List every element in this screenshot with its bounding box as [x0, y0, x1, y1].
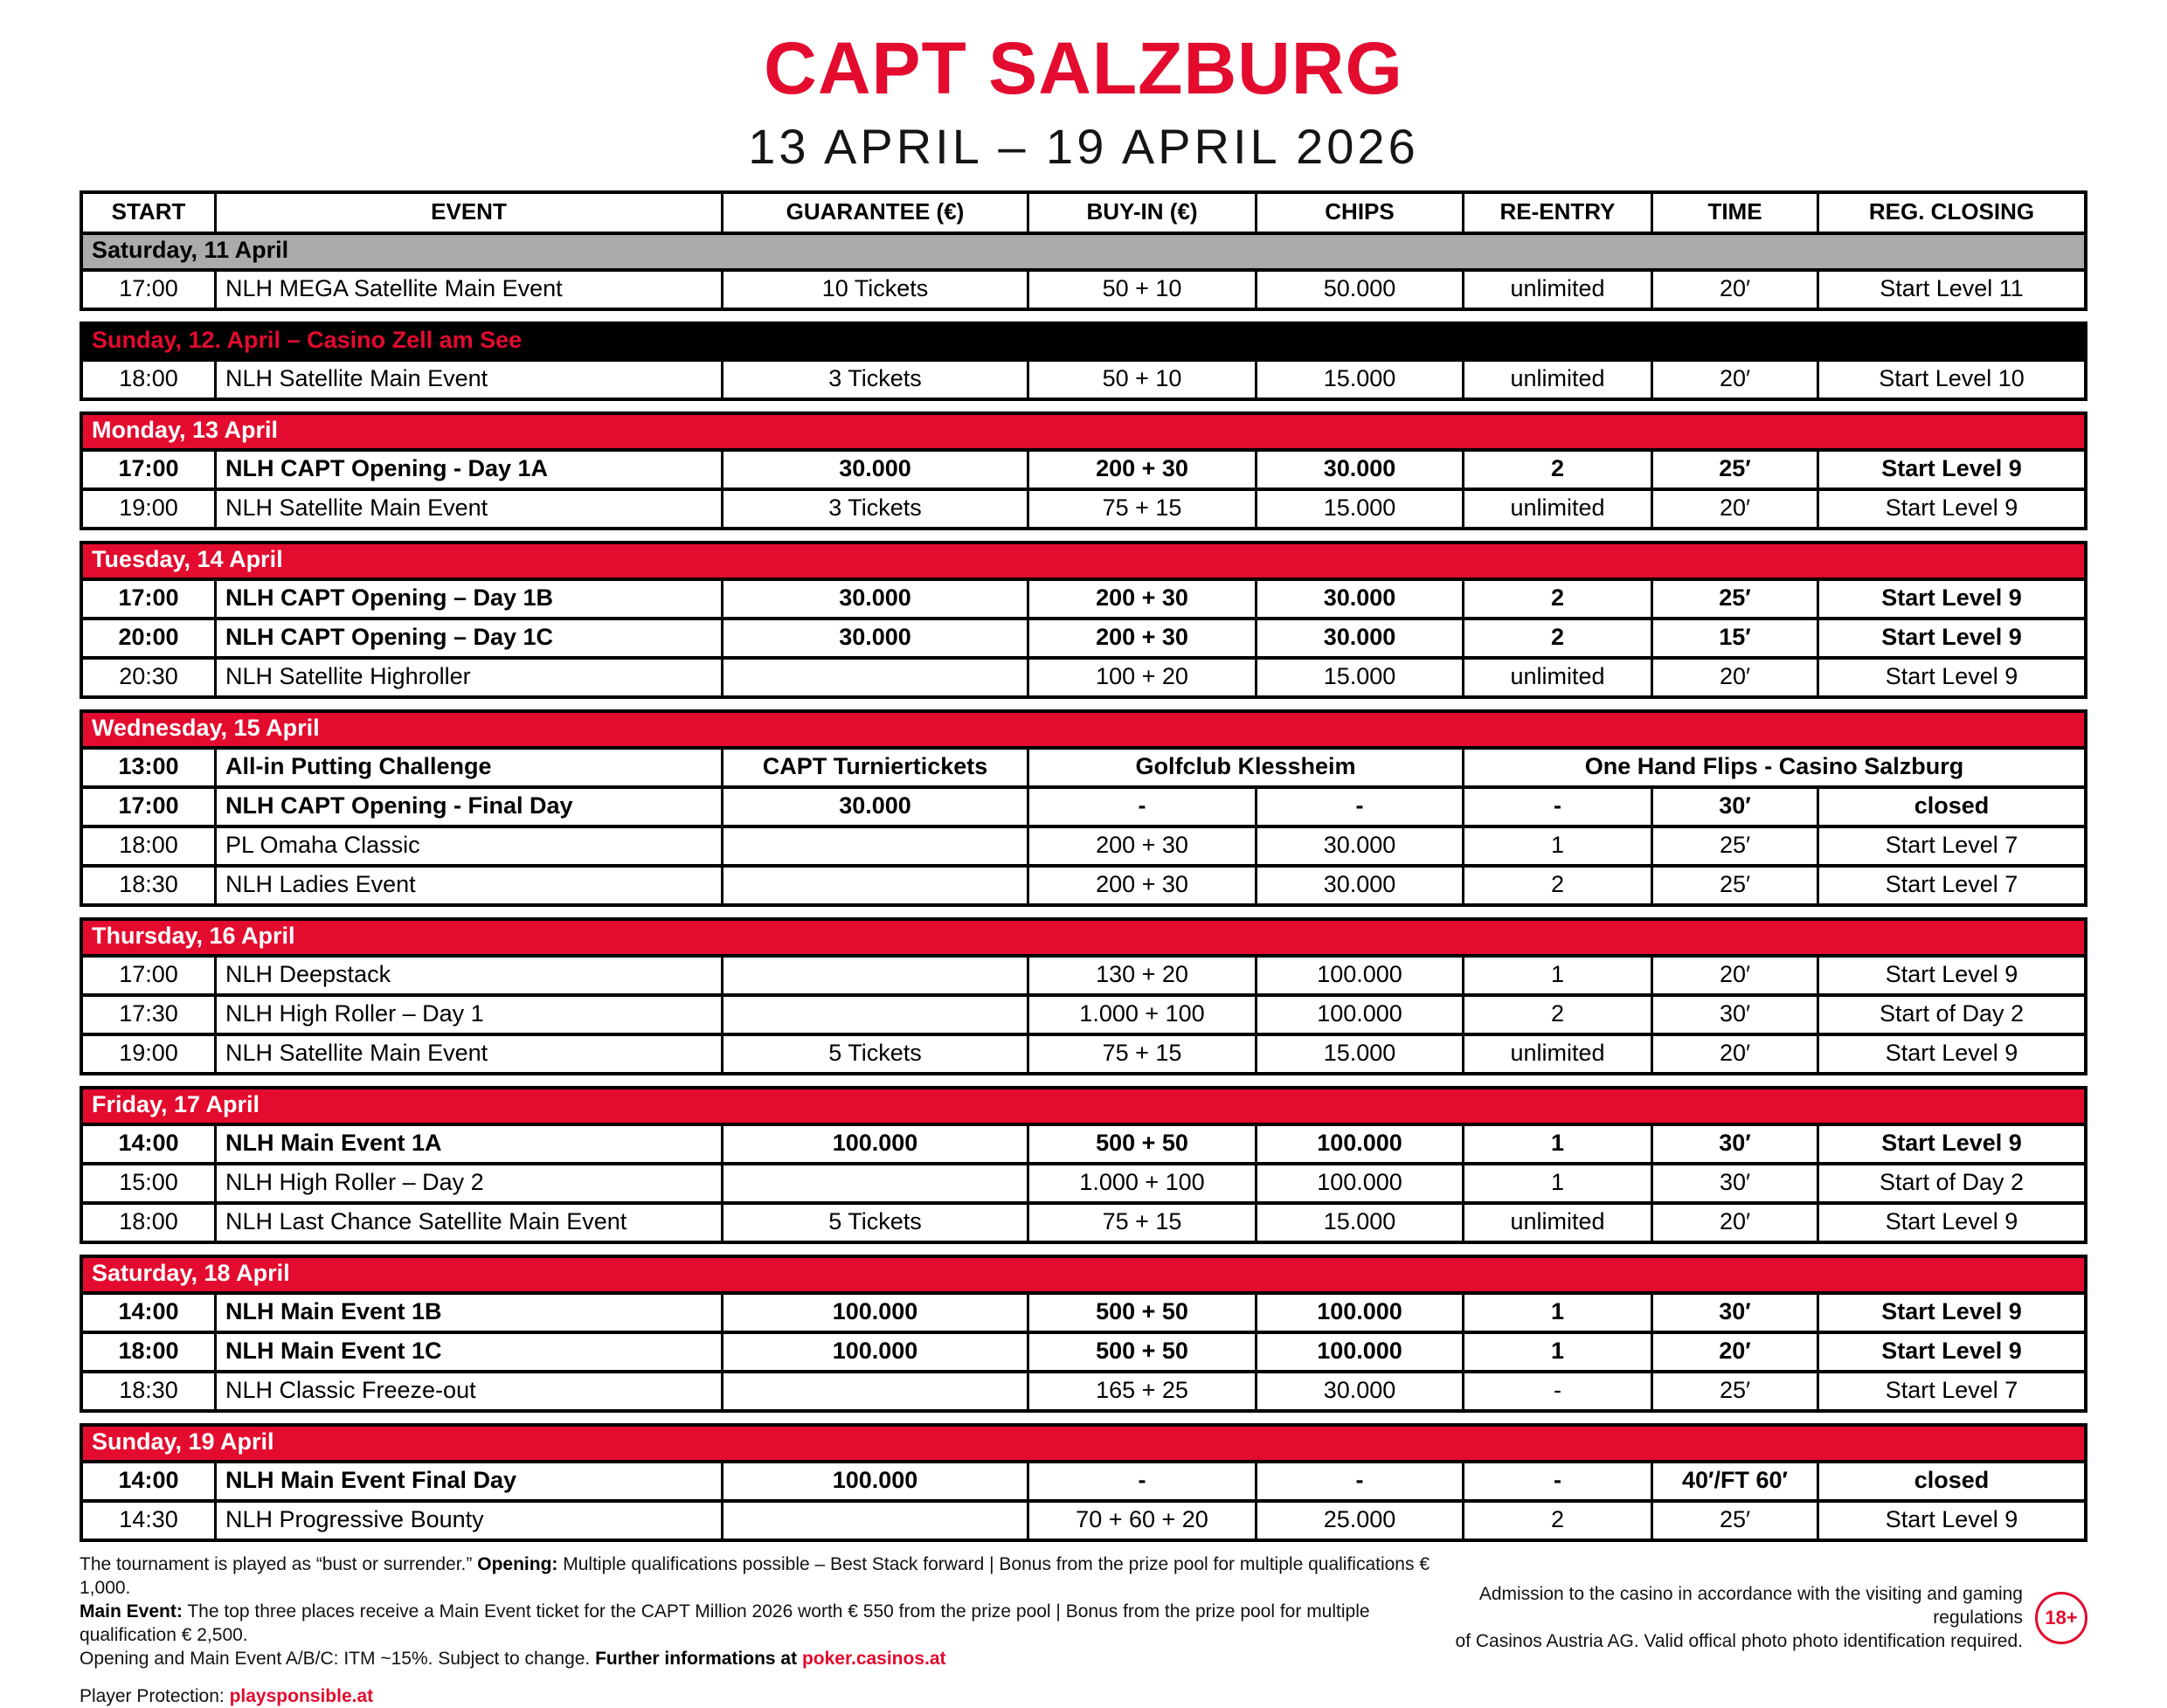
cell-guarantee: [721, 997, 1027, 1033]
cell-reentry: 2: [1462, 620, 1651, 656]
admission-line-2: of Casinos Austria AG. Valid offical photo photo identification required.: [1455, 1631, 2023, 1651]
cell-chips: 100.000: [1255, 1295, 1462, 1331]
schedule-page: [0, 26, 2167, 1706]
cell-time: 30′: [1651, 997, 1817, 1033]
day-section: [80, 709, 2087, 907]
cell-start: 17:00: [119, 961, 178, 987]
cell-time: 25′: [1651, 868, 1817, 903]
cell-reg-closing: closed: [1817, 1463, 2084, 1499]
cell-start: 18:30: [119, 871, 178, 897]
cell-guarantee: 100.000: [721, 1295, 1027, 1331]
cell-time: 30′: [1651, 789, 1817, 825]
cell-event: NLH High Roller – Day 2: [214, 1165, 721, 1201]
event-row: [83, 954, 2084, 993]
cell-start: 17:00: [119, 275, 178, 301]
event-row: [83, 1291, 2084, 1331]
note-1-bold: Opening:: [477, 1554, 558, 1574]
player-protection-line: [80, 1684, 1436, 1708]
cell-time: 20′: [1651, 1036, 1817, 1072]
cell-reg-closing: Start Level 7: [1817, 828, 2084, 864]
cell-buyin: 200 + 30: [1027, 868, 1255, 903]
cell-chips: 30.000: [1255, 452, 1462, 488]
cell-event: NLH Main Event 1C: [214, 1334, 721, 1370]
note-3-text: Opening and Main Event A/B/C: ITM ~15%. Subject to change.: [80, 1649, 596, 1669]
note-line-2: [80, 1600, 1436, 1647]
cell-reg-closing: Start Level 7: [1817, 1373, 2084, 1409]
cell-chips: 30.000: [1255, 828, 1462, 864]
note-1-text: The tournament is played as “bust or surrender.”: [80, 1554, 478, 1574]
cell-chips: 100.000: [1255, 958, 1462, 993]
cell-buyin: 100 + 20: [1027, 660, 1255, 695]
cell-reg-closing: Start Level 9: [1817, 620, 2084, 656]
cell-guarantee: 30.000: [721, 452, 1027, 488]
cell-guarantee: [721, 958, 1027, 993]
cell-buyin: 70 + 60 + 20: [1027, 1503, 1255, 1539]
cell-start: 15:00: [119, 1169, 178, 1195]
cell-time: 30′: [1651, 1165, 1817, 1201]
cell-reentry: -: [1462, 789, 1651, 825]
cell-reentry: 1: [1462, 1126, 1651, 1162]
note-2-bold: Main Event:: [80, 1601, 183, 1622]
age-18plus-badge: [2035, 1592, 2087, 1644]
cell-reg-closing: Start Level 9: [1817, 660, 2084, 695]
cell-chips: 30.000: [1255, 581, 1462, 617]
cell-event: NLH CAPT Opening – Day 1B: [214, 581, 721, 617]
cell-buyin: 500 + 50: [1027, 1126, 1255, 1162]
cell-start: 17:00: [118, 455, 179, 481]
event-row: [83, 1201, 2084, 1241]
event-row: [83, 825, 2084, 864]
day-header: Saturday, 18 April: [83, 1258, 2084, 1291]
cell-event: NLH Satellite Main Event: [214, 362, 721, 398]
cell-chips: 100.000: [1255, 997, 1462, 1033]
cell-event: NLH MEGA Satellite Main Event: [214, 272, 721, 308]
cell-guarantee: 100.000: [721, 1126, 1027, 1162]
cell-time: 25′: [1651, 1373, 1817, 1409]
day-header: Thursday, 16 April: [83, 921, 2084, 954]
cell-event: NLH Satellite Main Event: [214, 491, 721, 527]
page-title: CAPT SALZBURG: [764, 27, 1403, 109]
cell-guarantee: [721, 660, 1027, 695]
column-header-event: EVENT: [214, 194, 721, 232]
day-section: [80, 1423, 2087, 1542]
cell-reg-closing: Start Level 9: [1817, 1295, 2084, 1331]
cell-time: 20′: [1651, 362, 1817, 398]
cell-event: NLH CAPT Opening – Day 1C: [214, 620, 721, 656]
cell-start: 18:30: [119, 1377, 178, 1403]
cell-reentry: 2: [1462, 997, 1651, 1033]
cell-event: NLH Deepstack: [214, 958, 721, 993]
cell-buyin: 165 + 25: [1027, 1373, 1255, 1409]
cell-buyin: -: [1027, 1463, 1255, 1499]
note-line-1: [80, 1552, 1436, 1600]
day-header: Friday, 17 April: [83, 1089, 2084, 1123]
cell-reentry: 2: [1462, 581, 1651, 617]
event-row: [83, 358, 2084, 398]
cell-time: 20′: [1651, 660, 1817, 695]
cell-reg-closing: Start Level 9: [1817, 491, 2084, 527]
cell-start: 18:00: [119, 365, 178, 391]
cell-buyin: 200 + 30: [1027, 452, 1255, 488]
cell-reentry: 2: [1462, 452, 1651, 488]
cell-reentry: 1: [1462, 958, 1651, 993]
cell-buyin: 500 + 50: [1027, 1334, 1255, 1370]
event-row: [83, 268, 2084, 308]
event-row: [83, 577, 2084, 617]
cell-reentry: unlimited: [1462, 272, 1651, 308]
cell-start: 17:00: [118, 792, 179, 819]
cell-chips: 15.000: [1255, 1036, 1462, 1072]
admission-block: [1436, 1582, 2087, 1653]
cell-reentry: -: [1462, 1463, 1651, 1499]
table-sections: [80, 235, 2087, 1542]
age-18plus-label: 18+: [2045, 1606, 2078, 1628]
cell-buyin: 130 + 20: [1027, 958, 1255, 993]
cell-time: 20′: [1651, 491, 1817, 527]
note-line-3: [80, 1647, 1436, 1670]
cell-event: NLH High Roller – Day 1: [214, 997, 721, 1033]
cell-reg-closing: Start Level 7: [1817, 868, 2084, 903]
cell-event: NLH Ladies Event: [214, 868, 721, 903]
cell-reentry: 2: [1462, 1503, 1651, 1539]
cell-start: 19:00: [119, 1040, 178, 1066]
cell-start: 13:00: [118, 753, 179, 779]
cell-guarantee: 10 Tickets: [721, 272, 1027, 308]
player-protection-label: Player Protection:: [80, 1686, 230, 1706]
cell-start: 18:00: [118, 1338, 179, 1364]
event-row: [83, 993, 2084, 1033]
cell-buyin: 200 + 30: [1027, 828, 1255, 864]
event-row: [83, 1033, 2084, 1072]
cell-chips: 100.000: [1255, 1126, 1462, 1162]
cell-time: 25′: [1651, 452, 1817, 488]
cell-time: 30′: [1651, 1126, 1817, 1162]
cell-event: NLH Main Event 1B: [214, 1295, 721, 1331]
day-section: [80, 1086, 2087, 1244]
cell-reentry: 1: [1462, 1165, 1651, 1201]
cell-guarantee: 30.000: [721, 789, 1027, 825]
cell-reentry: 1: [1462, 1295, 1651, 1331]
day-header: Wednesday, 15 April: [83, 713, 2084, 746]
cell-guarantee: [721, 868, 1027, 903]
cell-time: 20′: [1651, 1334, 1817, 1370]
day-header: Saturday, 11 April: [83, 235, 2084, 268]
event-row: [83, 488, 2084, 527]
cell-buyin: 75 + 15: [1027, 1205, 1255, 1241]
cell-event: NLH Satellite Highroller: [214, 660, 721, 695]
cell-start: 14:00: [118, 1130, 179, 1156]
cell-chips: -: [1255, 1463, 1462, 1499]
cell-reg-closing: Start Level 9: [1817, 1205, 2084, 1241]
cell-reentry: unlimited: [1462, 362, 1651, 398]
cell-event: NLH Satellite Main Event: [214, 1036, 721, 1072]
cell-chips: 15.000: [1255, 1205, 1462, 1241]
cell-guarantee: CAPT Turniertickets: [721, 750, 1027, 785]
note-1-rest: Multiple qualifications possible – Best Stack forward | Bonus from the prize pool for multiple qualifications € 1,000.: [80, 1554, 1430, 1598]
day-section: [80, 411, 2087, 530]
day-section: [80, 917, 2087, 1075]
column-header-time: TIME: [1651, 194, 1817, 232]
event-row: [83, 864, 2084, 903]
playsponsible-link[interactable]: playsponsible.at: [229, 1686, 374, 1706]
cell-time: 20′: [1651, 958, 1817, 993]
column-header-re-entry: RE-ENTRY: [1462, 194, 1651, 232]
day-header: Sunday, 12. April – Casino Zell am See: [83, 325, 2084, 358]
event-row: [83, 617, 2084, 656]
table-header-row: [80, 190, 2087, 235]
cell-reg-closing: Start Level 9: [1817, 1334, 2084, 1370]
cell-reg-closing: Start Level 9: [1817, 452, 2084, 488]
cell-chips: 15.000: [1255, 362, 1462, 398]
cell-reg-closing: Start of Day 2: [1817, 997, 2084, 1033]
cell-reg-closing: Start Level 9: [1817, 958, 2084, 993]
day-section: [80, 541, 2087, 699]
column-header-reg-closing: REG. CLOSING: [1817, 194, 2084, 232]
cell-guarantee: [721, 1503, 1027, 1539]
admission-line-1: Admission to the casino in accordance with the visiting and gaming regulations: [1478, 1584, 2023, 1628]
cell-buyin: 200 + 30: [1027, 620, 1255, 656]
cell-reentry: 2: [1462, 868, 1651, 903]
cell-buyin: 50 + 10: [1027, 362, 1255, 398]
cell-chips: -: [1255, 789, 1462, 825]
cell-time: 30′: [1651, 1295, 1817, 1331]
column-header-buy-in: BUY-IN (€): [1027, 194, 1255, 232]
poker-casinos-link[interactable]: poker.casinos.at: [801, 1649, 946, 1669]
event-row: [83, 1162, 2084, 1201]
cell-event: NLH Main Event Final Day: [214, 1463, 721, 1499]
cell-guarantee: 100.000: [721, 1463, 1027, 1499]
day-section: [80, 322, 2087, 401]
event-row: [83, 1460, 2084, 1499]
day-section: [80, 1255, 2087, 1413]
cell-event: NLH Last Chance Satellite Main Event: [214, 1205, 721, 1241]
cell-reentry: -: [1462, 1373, 1651, 1409]
cell-start: 14:00: [118, 1298, 179, 1324]
cell-reentry: unlimited: [1462, 491, 1651, 527]
cell-buyin: 200 + 30: [1027, 581, 1255, 617]
page-subtitle: 13 APRIL – 19 APRIL 2026: [748, 119, 1419, 174]
cell-start: 17:00: [118, 584, 179, 611]
cell-guarantee: 3 Tickets: [721, 362, 1027, 398]
cell-time: 25′: [1651, 1503, 1817, 1539]
event-row: [83, 785, 2084, 825]
cell-event: NLH CAPT Opening - Day 1A: [214, 452, 721, 488]
cell-buyin: 50 + 10: [1027, 272, 1255, 308]
event-row: [83, 656, 2084, 695]
cell-buyin: 1.000 + 100: [1027, 1165, 1255, 1201]
cell-reentry: unlimited: [1462, 1205, 1651, 1241]
day-header: Monday, 13 April: [83, 415, 2084, 448]
cell-chips: 50.000: [1255, 272, 1462, 308]
cell-reentry: unlimited: [1462, 1036, 1651, 1072]
cell-chips: 30.000: [1255, 868, 1462, 903]
event-row: [83, 746, 2084, 785]
cell-event: NLH Main Event 1A: [214, 1126, 721, 1162]
cell-guarantee: [721, 1165, 1027, 1201]
cell-reentry: 1: [1462, 1334, 1651, 1370]
column-header-chips: CHIPS: [1255, 194, 1462, 232]
day-section: [80, 235, 2087, 311]
cell-chips: 25.000: [1255, 1503, 1462, 1539]
cell-reg-closing: Start Level 9: [1817, 581, 2084, 617]
cell-start: 20:30: [119, 663, 178, 689]
cell-start: 14:00: [118, 1467, 179, 1493]
cell-guarantee: [721, 1373, 1027, 1409]
cell-start: 18:00: [119, 1208, 178, 1234]
cell-time: 25′: [1651, 828, 1817, 864]
cell-reg-closing: Start Level 10: [1817, 362, 2084, 398]
cell-reg-closing: closed: [1817, 789, 2084, 825]
cell-start: 18:00: [119, 832, 178, 858]
event-row: [83, 448, 2084, 488]
cell-chips: 100.000: [1255, 1334, 1462, 1370]
event-row: [83, 1331, 2084, 1370]
cell-reentry: unlimited: [1462, 660, 1651, 695]
cell-guarantee: [721, 828, 1027, 864]
cell-venue-golf: Golfclub Klessheim: [1027, 750, 1462, 785]
cell-buyin: 75 + 15: [1027, 1036, 1255, 1072]
cell-time: 40′/FT 60′: [1651, 1463, 1817, 1499]
cell-buyin: 500 + 50: [1027, 1295, 1255, 1331]
cell-buyin: -: [1027, 789, 1255, 825]
cell-event: NLH Classic Freeze-out: [214, 1373, 721, 1409]
event-row: [83, 1123, 2084, 1162]
cell-reg-closing: Start Level 9: [1817, 1126, 2084, 1162]
day-header: Sunday, 19 April: [83, 1427, 2084, 1460]
column-header-guarantee: GUARANTEE (€): [721, 194, 1027, 232]
cell-guarantee: 30.000: [721, 581, 1027, 617]
cell-chips: 15.000: [1255, 491, 1462, 527]
cell-time: 25′: [1651, 581, 1817, 617]
cell-reg-closing: Start Level 9: [1817, 1036, 2084, 1072]
cell-event: PL Omaha Classic: [214, 828, 721, 864]
cell-chips: 30.000: [1255, 620, 1462, 656]
cell-buyin: 75 + 15: [1027, 491, 1255, 527]
cell-guarantee: 5 Tickets: [721, 1205, 1027, 1241]
footer: [80, 1552, 2087, 1708]
column-header-start: START: [111, 198, 186, 225]
cell-event: NLH Progressive Bounty: [214, 1503, 721, 1539]
cell-venue-flips: One Hand Flips - Casino Salzburg: [1462, 750, 2084, 785]
cell-chips: 100.000: [1255, 1165, 1462, 1201]
cell-event: NLH CAPT Opening - Final Day: [214, 789, 721, 825]
cell-time: 20′: [1651, 272, 1817, 308]
cell-buyin: 1.000 + 100: [1027, 997, 1255, 1033]
cell-reg-closing: Start Level 11: [1817, 272, 2084, 308]
cell-reg-closing: Start of Day 2: [1817, 1165, 2084, 1201]
cell-time: 15′: [1651, 620, 1817, 656]
event-row: [83, 1499, 2084, 1539]
cell-chips: 15.000: [1255, 660, 1462, 695]
cell-start: 20:00: [118, 624, 179, 650]
cell-guarantee: 100.000: [721, 1334, 1027, 1370]
schedule-table: [80, 190, 2087, 1542]
cell-start: 17:30: [119, 1000, 178, 1027]
cell-guarantee: 30.000: [721, 620, 1027, 656]
cell-event: All-in Putting Challenge: [214, 750, 721, 785]
footer-notes: [80, 1552, 1436, 1708]
note-2-rest: The top three places receive a Main Event ticket for the CAPT Million 2026 worth € 550 from the prize pool | Bonus from the prize pool for multiple qualification € 2,500.: [80, 1601, 1370, 1645]
cell-reentry: 1: [1462, 828, 1651, 864]
cell-chips: 30.000: [1255, 1373, 1462, 1409]
cell-reg-closing: Start Level 9: [1817, 1503, 2084, 1539]
note-3-bold: Further informations at: [595, 1649, 802, 1669]
admission-note: [1436, 1582, 2023, 1653]
cell-time: 20′: [1651, 1205, 1817, 1241]
event-row: [83, 1370, 2084, 1409]
cell-guarantee: 5 Tickets: [721, 1036, 1027, 1072]
cell-guarantee: 3 Tickets: [721, 491, 1027, 527]
cell-start: 14:30: [119, 1506, 178, 1532]
day-header: Tuesday, 14 April: [83, 544, 2084, 577]
cell-start: 19:00: [119, 494, 178, 521]
